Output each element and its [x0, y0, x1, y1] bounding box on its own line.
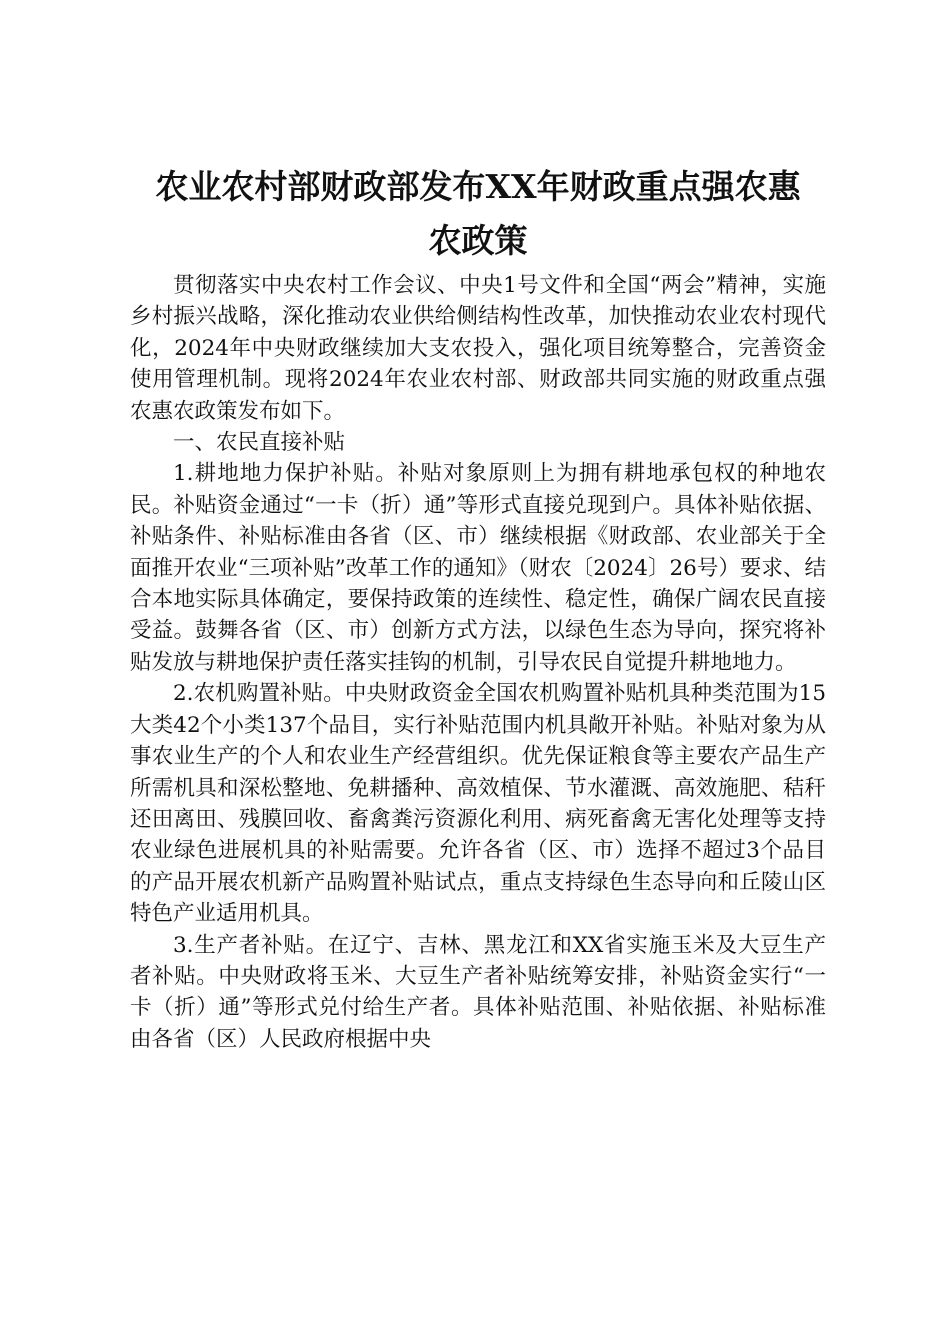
item-paragraph-3: 3.生产者补贴。在辽宁、吉林、黑龙江和XX省实施玉米及大豆生产者补贴。中央财政将玉米、大豆生产者补贴统筹安排，补贴资金实行“一卡（折）通”等形式兑付给生产者。具体补贴范围、补贴依据、补贴标准由各省（区）人民政府根据中央 [130, 932, 826, 1052]
item-paragraph-2: 2.农机购置补贴。中央财政资金全国农机购置补贴机具种类范围为15大类42个小类137个品目，实行补贴范围内机具敞开补贴。补贴对象为从事农业生产的个人和农业生产经营组织。优先保证粮食等主要农产品生产所需机具和深松整地、免耕播种、高效植保、节水灌溉、高效施肥、秸秆还田离田、残膜回收、畜禽粪污资源化利用、病死畜禽无害化处理等支持农业绿色进展机具的补贴需要。允许各省（区、市）选择不超过3个品目的产品开展农机新产品购置补贴试点，重点支持绿色生态导向和丘陵山区特色产业适用机具。 [130, 681, 826, 927]
intro-paragraph: 贯彻落实中央农村工作会议、中央1号文件和全国“两会”精神，实施乡村振兴战略，深化推动农业供给侧结构性改革，加快推动农业农村现代化，2024年中央财政继续加大支农投入，强化项目统筹整合，完善资金使用管理机制。现将2024年农业农村部、财政部共同实施的财政重点强农惠农政策发布如下。 [130, 273, 826, 424]
document-title-line-1: 农业农村部财政部发布XX年财政重点强农惠 [155, 167, 801, 206]
item-paragraph-1: 1.耕地地力保护补贴。补贴对象原则上为拥有耕地承包权的种地农民。补贴资金通过“一卡（折）通”等形式直接兑现到户。具体补贴依据、补贴条件、补贴标准由各省（区、市）继续根据《财政部、农业部关于全面推开农业“三项补贴”改革工作的通知》（财农〔2024〕26号）要求、结合本地实际具体确定，要保持政策的连续性、稳定性，确保广阔农民直接受益。鼓舞各省（区、市）创新方式方法，以绿色生态为导向，探究将补贴发放与耕地保护责任落实挂钩的机制，引导农民自觉提升耕地地力。 [130, 461, 826, 675]
document-title-line-2: 农政策 [428, 221, 528, 260]
section-heading-1: 一、农民直接补贴 [173, 430, 346, 456]
document-title [122, 160, 834, 268]
document-page [130, 160, 826, 1055]
